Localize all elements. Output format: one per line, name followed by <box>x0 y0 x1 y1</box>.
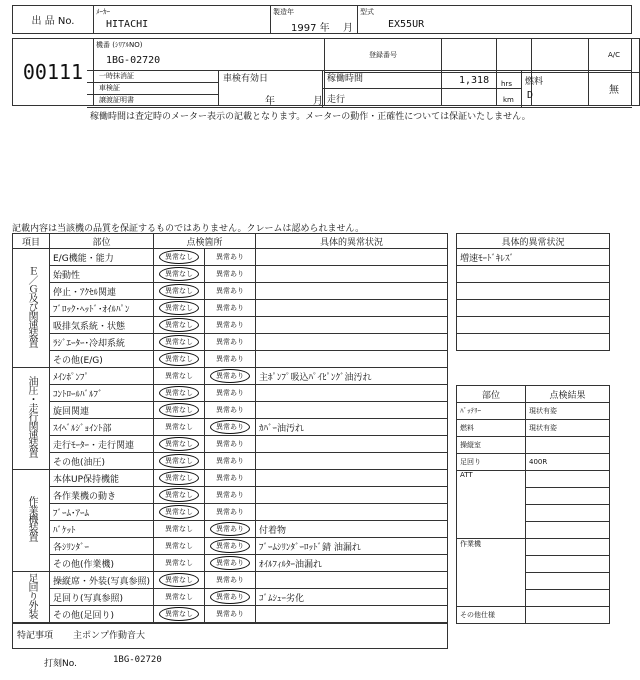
part-name: ﾌﾞﾛｯｸ･ﾍｯﾄﾞ･ｵｲﾙﾊﾟﾝ <box>50 300 154 317</box>
check-yes-mark: 異常あり <box>216 304 245 312</box>
table-row <box>13 572 448 589</box>
check-yes-mark: 異常あり <box>210 539 250 553</box>
vehicle-cert: 車検証 <box>87 83 219 95</box>
detail-text <box>256 351 448 368</box>
reg-label: 登録番号 <box>369 51 397 60</box>
model-value: EX55UR <box>388 19 425 30</box>
check-yes-mark: 異常あり <box>216 457 245 465</box>
check-yes-cell <box>205 300 256 317</box>
att-row-4 <box>526 522 610 539</box>
check-yes-mark: 異常あり <box>210 556 250 570</box>
check-yes-mark: 異常あり <box>216 440 245 448</box>
serial-label: 機番 (ｼﾘｱﾙNO) <box>96 41 143 49</box>
check-none-mark: 異常なし <box>159 267 199 281</box>
detail-text <box>256 470 448 487</box>
part-name: 本体UP保持機能 <box>50 470 154 487</box>
remarks-text: 主ポンプ作動音大 <box>73 631 146 641</box>
col-item: 項目 <box>13 234 50 249</box>
year-value: 1997 年 <box>291 23 330 34</box>
check-none-mark: 異常なし <box>159 488 199 502</box>
maker-label: ﾒｰｶｰ <box>96 8 110 16</box>
detail-text <box>256 606 448 623</box>
check-none-cell <box>154 334 205 351</box>
check-yes-cell <box>205 538 256 555</box>
check-none-mark: 異常なし <box>159 471 199 485</box>
lot-label: 出 品 No. <box>13 6 94 34</box>
part-name: 旋回関連 <box>50 402 154 419</box>
part-name: 停止・ｱｸｾﾙ関連 <box>50 283 154 300</box>
detail-text <box>256 283 448 300</box>
year-label: 製造年 <box>273 8 294 16</box>
stamp-number: 1BG-02720 <box>113 655 162 665</box>
table-row <box>13 470 448 487</box>
divider-1 <box>322 71 323 107</box>
detail-text <box>256 266 448 283</box>
right-detail-row <box>457 266 610 283</box>
work-row-1 <box>526 539 610 556</box>
detail-text <box>256 385 448 402</box>
check-none-cell <box>154 606 205 623</box>
part-name: ﾒｲﾝﾎﾟﾝﾌﾟ <box>50 368 154 385</box>
battery-label: ﾊﾞｯﾃﾘｰ <box>457 403 526 420</box>
check-none-mark: 異常なし <box>159 301 199 315</box>
other-spec-value <box>526 607 610 624</box>
check-none-mark: 異常なし <box>165 542 194 550</box>
hours-label: 稼働時間 <box>327 74 364 84</box>
check-yes-cell <box>205 470 256 487</box>
detail-text: 主ﾎﾟﾝﾌﾟ吸込ﾊﾟｲﾋﾟﾝｸﾞ油汚れ <box>256 368 448 385</box>
reg-box-2 <box>497 39 532 73</box>
hours-value: 1,318 <box>459 75 490 86</box>
group-label: 油圧・走行関連装置 <box>26 376 37 457</box>
check-yes-mark: 異常あり <box>216 355 245 363</box>
temp-cert: 一時抹消証 <box>87 71 219 83</box>
right-detail-row <box>457 249 610 266</box>
check-yes-mark: 異常あり <box>216 338 245 346</box>
check-yes-mark: 異常あり <box>210 590 250 604</box>
table-row <box>13 521 448 538</box>
check-yes-mark: 異常あり <box>210 420 250 434</box>
expiry-label: 車検有効日 <box>223 74 269 84</box>
check-yes-mark: 異常あり <box>216 508 245 516</box>
hours-note: 稼働時間は査定時のメーター表示の記載となります。メーターの動作・正確性については保証いたしません。 <box>90 112 531 122</box>
check-none-mark: 異常なし <box>159 607 199 621</box>
group-label: 作業機装置 <box>26 496 37 541</box>
expiry-year: 年 <box>265 96 275 107</box>
att-row-3 <box>526 505 610 522</box>
right-detail-row <box>457 334 610 351</box>
table-row <box>13 453 448 470</box>
part-name: 操縦席・外装(写真参照) <box>50 572 154 589</box>
check-none-cell <box>154 317 205 334</box>
check-yes-cell <box>205 521 256 538</box>
part-name: 吸排気系統・状態 <box>50 317 154 334</box>
detail-text <box>256 249 448 266</box>
part-name: ｽｲﾍﾞﾙｼﾞｮｲﾝﾄ部 <box>50 419 154 436</box>
right-detail-text <box>457 266 610 283</box>
table-row <box>13 436 448 453</box>
check-none-cell <box>154 521 205 538</box>
check-yes-cell <box>205 334 256 351</box>
table-row <box>13 402 448 419</box>
check-yes-cell <box>205 368 256 385</box>
table-row <box>13 538 448 555</box>
table-row <box>13 487 448 504</box>
check-none-mark: 異常なし <box>165 525 194 533</box>
check-yes-cell <box>205 589 256 606</box>
check-none-cell <box>154 419 205 436</box>
check-none-cell <box>154 487 205 504</box>
right-detail-text <box>457 300 610 317</box>
check-yes-mark: 異常あり <box>216 287 245 295</box>
expiry-month: 月 <box>313 96 323 107</box>
right-detail-row <box>457 317 610 334</box>
check-none-cell <box>154 504 205 521</box>
detail-text <box>256 453 448 470</box>
check-yes-mark: 異常あり <box>216 253 245 261</box>
check-yes-mark: 異常あり <box>216 610 245 618</box>
part-name: E/G機能・能力 <box>50 249 154 266</box>
table-row <box>13 504 448 521</box>
distance-label: 走行 <box>327 95 346 105</box>
col-detail: 具体的異常状況 <box>256 234 448 249</box>
check-none-mark: 異常なし <box>159 403 199 417</box>
part-name: 始動性 <box>50 266 154 283</box>
group-label-cell <box>13 572 50 623</box>
check-yes-cell <box>205 317 256 334</box>
divider-3 <box>521 71 522 107</box>
check-none-cell <box>154 589 205 606</box>
right-col-result: 点検結果 <box>526 386 610 403</box>
ac-value: 無 <box>589 72 640 106</box>
detail-text <box>256 300 448 317</box>
battery-result: 現状有姿 <box>526 403 610 420</box>
undercarriage-label: 足回り <box>457 454 526 471</box>
divider-4 <box>87 107 632 108</box>
model-cell <box>358 6 632 34</box>
check-none-cell <box>154 555 205 572</box>
check-yes-mark: 異常あり <box>216 270 245 278</box>
remarks-label: 特記事項 <box>17 631 54 641</box>
att-row-2 <box>526 488 610 505</box>
check-none-mark: 異常なし <box>165 593 194 601</box>
part-name: 各ｼﾘﾝﾀﾞｰ <box>50 538 154 555</box>
table-row <box>13 589 448 606</box>
year-month-suffix: 月 <box>343 23 353 34</box>
check-yes-cell <box>205 606 256 623</box>
check-none-cell <box>154 283 205 300</box>
check-yes-mark: 異常あり <box>210 522 250 536</box>
check-yes-mark: 異常あり <box>216 406 245 414</box>
table-row <box>13 283 448 300</box>
check-yes-cell <box>205 453 256 470</box>
group-label-cell <box>13 470 50 572</box>
maker-value: HITACHI <box>106 19 149 30</box>
check-yes-cell <box>205 266 256 283</box>
check-none-cell <box>154 470 205 487</box>
header-table <box>12 5 632 34</box>
check-none-cell <box>154 368 205 385</box>
disclaimer: 記載内容は当該機の品質を保証するものではありません。クレームは認められません。 <box>12 224 365 234</box>
check-none-cell <box>154 351 205 368</box>
part-name: ｺﾝﾄﾛｰﾙﾊﾞﾙﾌﾞ <box>50 385 154 402</box>
lot-number: 00111 <box>13 39 94 106</box>
detail-text <box>256 504 448 521</box>
detail-text <box>256 487 448 504</box>
right-result-table <box>456 385 610 624</box>
att-row-1 <box>526 471 610 488</box>
table-row <box>13 334 448 351</box>
check-none-mark: 異常なし <box>159 250 199 264</box>
right-detail-text <box>457 334 610 351</box>
check-yes-mark: 異常あり <box>216 576 245 584</box>
fuel-value: D <box>527 90 534 101</box>
part-name: その他(足回り) <box>50 606 154 623</box>
check-none-cell <box>154 453 205 470</box>
check-none-cell <box>154 538 205 555</box>
check-none-mark: 異常なし <box>159 454 199 468</box>
hours-unit: hrs <box>501 80 512 88</box>
fuel-result: 現状有姿 <box>526 420 610 437</box>
part-name: ﾊﾞｹｯﾄ <box>50 521 154 538</box>
check-yes-cell <box>205 436 256 453</box>
part-name: その他(油圧) <box>50 453 154 470</box>
right-detail-text: 増速ﾓｰﾄﾞｷﾚｽﾞ <box>457 249 610 266</box>
transfer-cert: 譲渡証明書 <box>87 95 219 106</box>
km-unit: km <box>503 96 514 104</box>
group-label-cell <box>13 368 50 470</box>
right-detail-title: 具体的異常状況 <box>457 234 610 249</box>
check-yes-cell <box>205 385 256 402</box>
part-name: 各作業機の動き <box>50 487 154 504</box>
right-detail-text <box>457 317 610 334</box>
cab-label: 操縦室 <box>457 437 526 454</box>
table-row <box>13 368 448 385</box>
check-none-mark: 異常なし <box>165 559 194 567</box>
table-row <box>13 351 448 368</box>
check-none-cell <box>154 402 205 419</box>
detail-text <box>256 402 448 419</box>
remarks-box <box>12 623 448 649</box>
check-yes-cell <box>205 249 256 266</box>
part-name: その他(E/G) <box>50 351 154 368</box>
stamp-label: 打刻No. <box>44 659 77 669</box>
part-name: ﾗｼﾞｴｰﾀｰ･冷却系統 <box>50 334 154 351</box>
other-spec-label: その他仕様 <box>457 607 526 624</box>
col-part: 部位 <box>50 234 154 249</box>
group-label: 足回り外装 <box>26 572 37 618</box>
check-none-mark: 異常なし <box>159 318 199 332</box>
detail-text: ｵｲﾙﾌｨﾙﾀｰ油漏れ <box>256 555 448 572</box>
check-none-mark: 異常なし <box>159 352 199 366</box>
detail-text <box>256 436 448 453</box>
right-detail-row <box>457 300 610 317</box>
fuel-label: 燃料 <box>525 77 544 87</box>
table-row <box>13 317 448 334</box>
table-row <box>13 419 448 436</box>
att-label: ATT <box>457 471 526 539</box>
check-yes-mark: 異常あり <box>216 474 245 482</box>
check-yes-cell <box>205 419 256 436</box>
check-yes-mark: 異常あり <box>216 321 245 329</box>
part-name: 足回り(写真参照) <box>50 589 154 606</box>
check-yes-cell <box>205 504 256 521</box>
detail-text <box>256 334 448 351</box>
maker-cell <box>94 6 271 34</box>
check-none-cell <box>154 572 205 589</box>
work-row-3 <box>526 573 610 590</box>
check-none-cell <box>154 266 205 283</box>
check-none-cell <box>154 249 205 266</box>
check-none-cell <box>154 436 205 453</box>
check-none-mark: 異常なし <box>159 335 199 349</box>
check-none-mark: 異常なし <box>165 372 194 380</box>
table-row <box>13 385 448 402</box>
detail-text: ｶﾊﾞｰ油汚れ <box>256 419 448 436</box>
check-none-mark: 異常なし <box>159 284 199 298</box>
reg-label-cell <box>325 39 442 73</box>
table-row <box>13 555 448 572</box>
check-none-mark: 異常なし <box>165 423 194 431</box>
detail-text <box>256 572 448 589</box>
check-yes-cell <box>205 572 256 589</box>
check-yes-mark: 異常あり <box>210 369 250 383</box>
part-name: その他(作業機) <box>50 555 154 572</box>
ac-label: A/C <box>589 39 640 73</box>
right-detail-row <box>457 283 610 300</box>
detail-text: 付着物 <box>256 521 448 538</box>
group-label: Ｅ／Ｇ及び関連装置 <box>26 265 37 347</box>
undercarriage-result: 400R <box>526 454 610 471</box>
reg-box-3 <box>532 39 589 73</box>
part-name: 走行ﾓｰﾀｰ・走行関連 <box>50 436 154 453</box>
check-none-cell <box>154 300 205 317</box>
detail-text: ｺﾞﾑｼｭｰ劣化 <box>256 589 448 606</box>
check-none-mark: 異常なし <box>159 505 199 519</box>
part-name: ﾌﾞｰﾑ･ｱｰﾑ <box>50 504 154 521</box>
check-none-mark: 異常なし <box>159 573 199 587</box>
year-cell <box>271 6 358 34</box>
check-yes-cell <box>205 283 256 300</box>
table-row <box>13 266 448 283</box>
check-yes-cell <box>205 351 256 368</box>
work-row-4 <box>526 590 610 607</box>
cab-result <box>526 437 610 454</box>
check-yes-cell <box>205 487 256 504</box>
right-detail-text <box>457 283 610 300</box>
right-detail-table <box>456 233 610 351</box>
divider-2 <box>322 88 522 89</box>
fuel-label-r: 燃料 <box>457 420 526 437</box>
table-row <box>13 300 448 317</box>
check-yes-cell <box>205 555 256 572</box>
inspection-table <box>12 233 448 623</box>
work-row-2 <box>526 556 610 573</box>
serial-value: 1BG-02720 <box>106 55 161 66</box>
check-none-cell <box>154 385 205 402</box>
check-yes-mark: 異常あり <box>216 389 245 397</box>
table-row <box>13 606 448 623</box>
detail-text: ﾌﾞｰﾑｼﾘﾝﾀﾞｰﾛｯﾄﾞ錆 油漏れ <box>256 538 448 555</box>
check-none-mark: 異常なし <box>159 386 199 400</box>
lower-header <box>87 70 632 107</box>
check-yes-cell <box>205 402 256 419</box>
work-machine-label: 作業機 <box>457 539 526 607</box>
model-label: 型式 <box>360 8 374 16</box>
table-row <box>13 249 448 266</box>
right-col-part: 部位 <box>457 386 526 403</box>
detail-text <box>256 317 448 334</box>
reg-box-1 <box>442 39 497 73</box>
col-check: 点検箇所 <box>154 234 256 249</box>
group-label-cell <box>13 249 50 368</box>
check-yes-mark: 異常あり <box>216 491 245 499</box>
check-none-mark: 異常なし <box>159 437 199 451</box>
